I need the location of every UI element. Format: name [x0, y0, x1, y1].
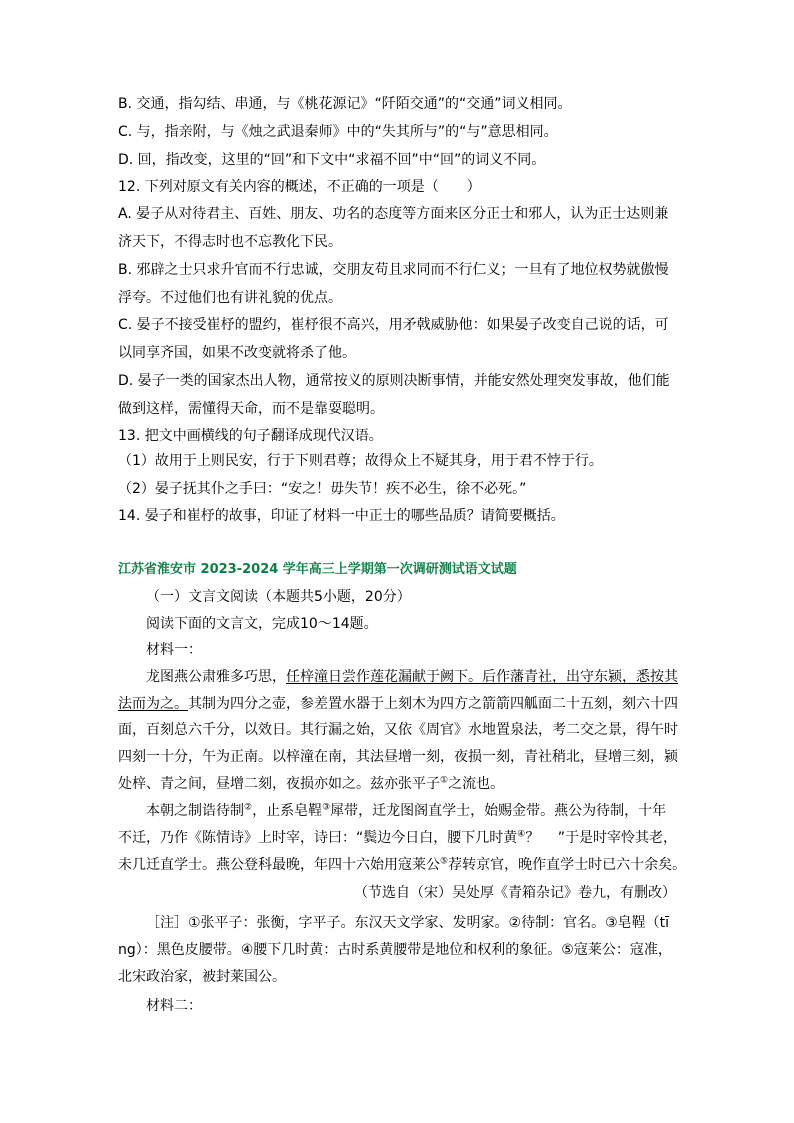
question-12: 12. 下列对原文有关内容的概述，不正确的一项是（ ）	[118, 179, 481, 195]
material-2-label: 材料二：	[146, 998, 202, 1014]
passage-1-line-5: 处梓、青之间，昼增二刻，夜损亦如之。兹亦张平子①之流也。	[118, 775, 505, 792]
material-1-label: 材料一：	[146, 642, 202, 658]
underlined-sentence: 法而为之。	[118, 696, 188, 712]
q12-option-a-line1: A. 晏子从对待君主、百姓、朋友、功名的态度等方面来区分正士和邪人，认为正士达则兼	[118, 206, 669, 222]
notes-line-2: ng）：黑色皮腰带。④腰下几时黄：古时系黄腰带是地位和权利的象征。⑤寇莱公：寇准，	[118, 942, 672, 958]
passage-1-line-1: 龙图燕公肃雅多巧思，任梓潼日尝作莲花漏献于阙下。后作藩青社，出守东颍，悉按其	[146, 669, 678, 685]
passage-1-line-2: 法而为之。其制为四分之壶，参差置水器于上刻木为四方之箭箭四觚面二十五刻，刻六十四	[118, 696, 678, 712]
source-citation: （节选自（宋）吴处厚《青箱杂记》卷九，有删改）	[354, 885, 676, 901]
passage-1-line-4: 四刻一十分，午为正南。以梓潼在南，其法昼增一刻，夜损一刻，青社稍北，昼增三刻，颍	[118, 749, 678, 765]
notes-line-3: 北宋政治家，被封莱国公。	[118, 969, 286, 985]
notes-line-1: ［注］①张平子：张衡，字平子。东汉天文学家、发明家。②待制：官名。③皂鞓（tī	[146, 915, 670, 931]
q12-option-b-line1: B. 邪辟之士只求升官而不行忠诚，交朋友苟且求同而不行仁义；一旦有了地位权势就傲慢	[118, 262, 669, 278]
q12-option-a-line2: 济天下，不得志时也不忘教化下民。	[118, 234, 342, 250]
question-14: 14. 晏子和崔杼的故事，印证了材料一中正士的哪些品质？请简要概括。	[118, 508, 565, 524]
q12-option-d-line1: D. 晏子一类的国家杰出人物，通常按义的原则决断事情，并能安然处理突发事故，他们能	[118, 373, 670, 389]
q12-option-b-line2: 浮夸。不过他们也有讲礼貌的优点。	[118, 290, 342, 306]
q13-item-1: （1）故用于上则民安，行于下则君尊；故得众上不疑其身，用于君不悖于行。	[118, 453, 603, 469]
option-d-line: D. 回，指改变，这里的“回”和下文中“求福不回”中“回”的词义不同。	[118, 152, 546, 168]
passage-2-line-1: 本朝之制诰待制②，止系皂鞓③犀带，迁龙图阁直学士，始赐金带。燕公为待制，十年	[146, 802, 667, 819]
question-13: 13. 把文中画横线的句子翻译成现代汉语。	[118, 428, 383, 444]
option-b-line: B. 交通，指勾结、串通，与《桃花源记》“阡陌交通”的“交通”词义相同。	[118, 96, 572, 112]
instruction: 阅读下面的文言文，完成10～14题。	[146, 616, 378, 632]
passage-1-line-3: 面，百刻总六千分，以效日。其行漏之始，又依《周官》水地置泉法，考二交之景，得午时	[118, 722, 678, 738]
passage-2-line-3: 未几迁直学士。燕公登科最晚，年四十六始用寇莱公⑤荐转京官，晚作直学士时已六十余矣。	[118, 856, 687, 873]
q12-option-c-line1: C. 晏子不接受崔杼的盟约，崔杼很不高兴，用矛戟威胁他：如果晏子改变自己说的话，可	[118, 317, 669, 333]
section-title: （一）文言文阅读（本题共5小题，20分）	[146, 589, 411, 605]
q12-option-d-line2: 做到这样，需懂得天命，而不是靠耍聪明。	[118, 401, 384, 417]
source-heading: 江苏省淮安市 2023-2024 学年高三上学期第一次调研测试语文试题	[118, 562, 517, 577]
passage-2-line-2: 不迁，乃作《陈情诗》上时宰，诗曰：“鬓边今日白，腰下几时黄④？ ”于是时宰怜其老，	[118, 829, 678, 846]
q13-item-2: （2）晏子抚其仆之手曰：“安之！毋失节！疾不必生，徐不必死。”	[118, 481, 527, 497]
option-c-line: C. 与，指亲附，与《烛之武退秦师》中的“失其所与”的“与”意思相同。	[118, 124, 558, 140]
underlined-sentence: 任梓潼日尝作莲花漏献于阙下。后作藩青社，出守东颍，悉按其	[286, 669, 678, 685]
q12-option-c-line2: 以同享齐国，如果不改变就将杀了他。	[118, 345, 356, 361]
